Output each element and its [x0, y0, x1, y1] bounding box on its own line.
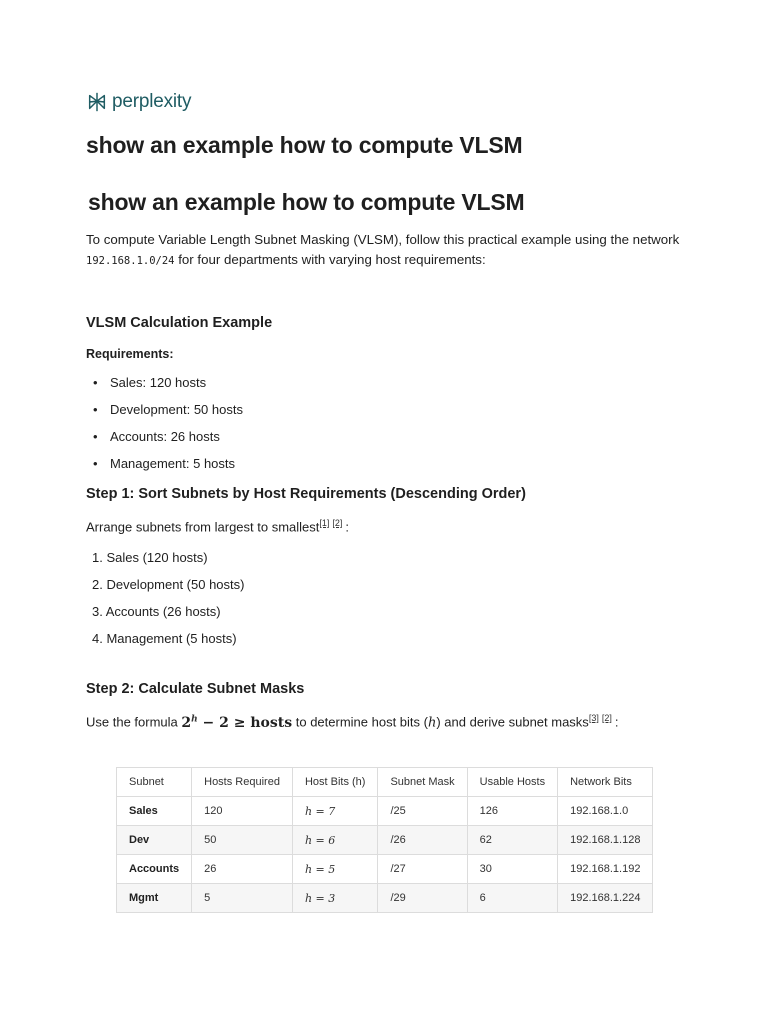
step1-suffix: :: [345, 519, 350, 535]
table-row: [117, 884, 653, 913]
table-header-row: [117, 768, 653, 797]
sorted-list: [86, 550, 686, 647]
table-cell: Sales: [117, 797, 192, 826]
table-cell: 120: [192, 797, 293, 826]
table-cell: Mgmt: [117, 884, 192, 913]
network-code: 192.168.1.0/24: [86, 255, 175, 267]
step2-text: [86, 713, 686, 730]
list-item: 4. Management (5 hosts): [92, 631, 237, 647]
table-cell: 192.168.1.0: [558, 797, 653, 826]
list-item: • Development: 50 hosts: [86, 402, 686, 418]
table-cell: /26: [378, 826, 467, 855]
formula: [181, 715, 292, 731]
table-cell: h = 5: [292, 855, 378, 884]
step1-title: Step 1: Sort Subnets by Host Requirements (Descending Order): [86, 486, 526, 502]
table-cell: 50: [192, 826, 293, 855]
table-header: Usable Hosts: [467, 768, 557, 797]
table-cell: 6: [467, 884, 557, 913]
table-cell: h = 7: [292, 797, 378, 826]
table-cell: Dev: [117, 826, 192, 855]
list-item: • Accounts: 26 hosts: [86, 429, 686, 445]
step1-text: [86, 518, 686, 534]
table-cell: /29: [378, 884, 467, 913]
table-header: Network Bits: [558, 768, 653, 797]
formula-rest: − 2 ≥ hosts: [197, 714, 293, 731]
citation-group: [319, 518, 345, 528]
intro-text: To compute Variable Length Subnet Masking (VLSM), follow this practical example using the network: [86, 232, 680, 247]
table-cell: 192.168.1.128: [558, 826, 653, 855]
requirements-list: [86, 375, 686, 472]
table-cell: /27: [378, 855, 467, 884]
logo-text: perplexity: [112, 91, 192, 112]
answer-title: show an example how to compute VLSM: [88, 189, 525, 215]
list-item: • Sales: 120 hosts: [86, 375, 686, 391]
table-cell: /25: [378, 797, 467, 826]
citation-link[interactable]: [2]: [332, 518, 343, 528]
formula-base: 2: [181, 714, 192, 731]
table-header: Hosts Required: [192, 768, 293, 797]
query-title: show an example how to compute VLSM: [86, 132, 523, 158]
table-cell: h = 3: [292, 884, 378, 913]
perplexity-icon: [86, 91, 108, 113]
perplexity-logo[interactable]: [86, 88, 686, 116]
table-row: [117, 826, 653, 855]
section-title: VLSM Calculation Example: [86, 315, 273, 331]
step2-suffix: :: [614, 714, 619, 730]
table-cell: 5: [192, 884, 293, 913]
table-cell: 30: [467, 855, 557, 884]
citation-link[interactable]: [1]: [319, 518, 330, 528]
step2-text-after: ) and derive subnet masks: [436, 714, 589, 730]
step1-text-body: Arrange subnets from largest to smallest: [86, 519, 320, 535]
table-cell: h = 6: [292, 826, 378, 855]
table-row: [117, 855, 653, 884]
step2-title: Step 2: Calculate Subnet Masks: [86, 681, 305, 698]
intro-paragraph: [86, 230, 686, 271]
citation-link[interactable]: [2]: [601, 713, 612, 724]
formula-exponent: h: [191, 714, 198, 724]
step2-text-before: Use the formula: [86, 714, 182, 730]
table-cell: Accounts: [117, 855, 192, 884]
citation-group: [589, 713, 615, 723]
table-cell: 62: [467, 826, 557, 855]
citation-link[interactable]: [3]: [588, 713, 599, 724]
table-cell: 192.168.1.224: [558, 884, 653, 913]
table-header: Host Bits (h): [292, 768, 378, 797]
list-item: 3. Accounts (26 hosts): [92, 604, 221, 620]
table-header: Subnet Mask: [378, 768, 467, 797]
table-cell: 192.168.1.192: [558, 855, 653, 884]
table-header: Subnet: [117, 768, 192, 797]
intro-text-end: for four departments with varying host requirements:: [174, 252, 486, 267]
list-item: 2. Development (50 hosts): [92, 577, 245, 593]
host-bits-var: h: [427, 715, 437, 731]
vlsm-table: [116, 767, 653, 913]
table-cell: 26: [192, 855, 293, 884]
table-row: [117, 797, 653, 826]
list-item: 1. Sales (120 hosts): [92, 550, 208, 566]
step2-text-middle: to determine host bits (: [292, 714, 428, 730]
list-item: • Management: 5 hosts: [86, 456, 686, 472]
table-cell: 126: [467, 797, 557, 826]
requirements-label: Requirements:: [86, 347, 174, 361]
